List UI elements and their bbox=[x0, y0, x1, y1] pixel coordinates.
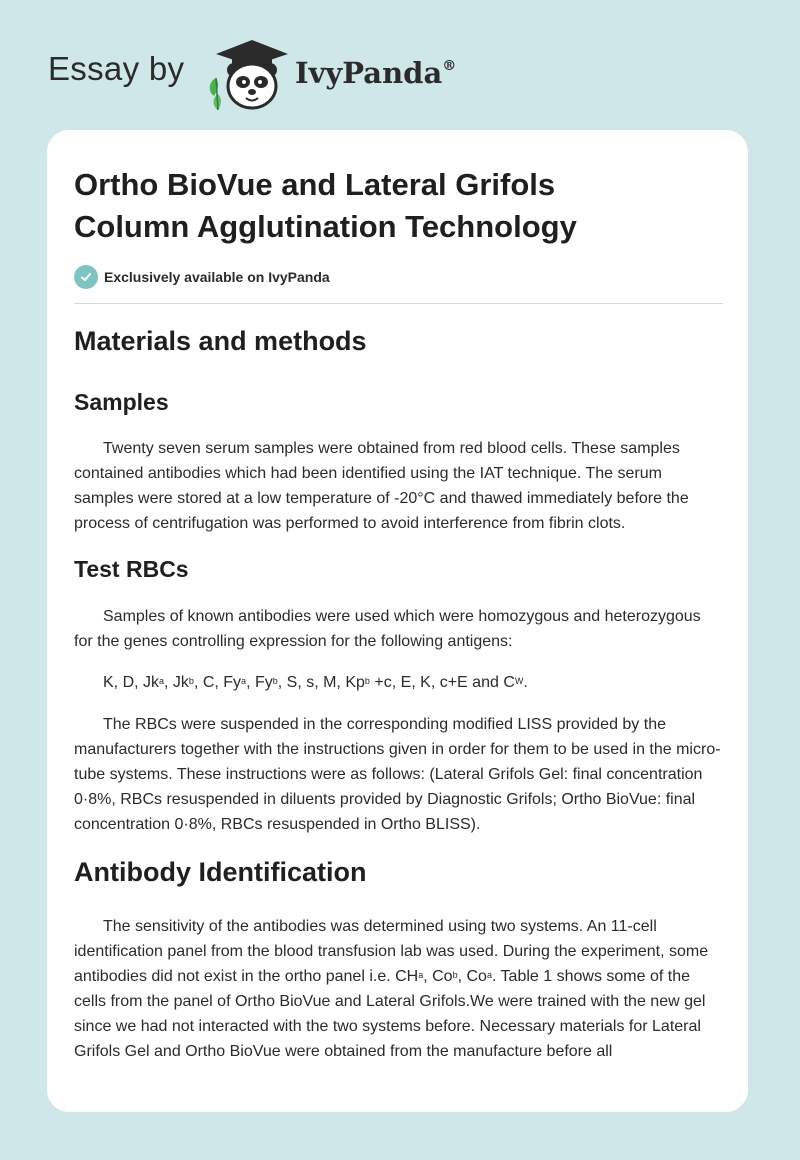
paragraph-samples: Twenty seven serum samples were obtained from red blood cells. These samples contained antibodies which had been identified using the IAT technique. The serum samples were stored at a low temperature of -20°C and thawed immediately before the process of centrifugation was performed to avoid interference from fibrin clots. bbox=[74, 440, 689, 532]
divider bbox=[74, 303, 723, 304]
essay-card bbox=[47, 130, 748, 1112]
paragraph-test-rbcs-intro: Samples of known antibodies were used which were homozygous and heterozygous for the genes controlling expression for the following antigens: bbox=[74, 608, 701, 650]
antigen-list: K, D, Jk$^a$, Jk$^b$, C, Fy$^a$, Fy$^b$, S, s, M, $Kp^b +c$, E, K, c+E and $C^W$. bbox=[103, 674, 528, 691]
subheading-test-rbcs: Test RBCs bbox=[74, 556, 189, 582]
exclusive-badge bbox=[74, 264, 330, 290]
page-title: Ortho BioVue and Lateral Grifols Column Agglutination Technology bbox=[74, 167, 577, 244]
paragraph-antibody: The sensitivity of the antibodies was determined using two systems. An 11-cell identification panel from the blood transfusion lab was used. During the experiment, some antibodies did not exist in the ortho panel i.e. $CH^a$, Co$^b$, Co$^a$. Table 1 shows some of the cells from the panel of Ortho BioVue and Lateral Grifols.We were trained with the new gel since we had not interacted with the two systems before. Necessary materials for Lateral Grifols Gel and Ortho BioVue were obtained from the manufacture before all bbox=[74, 918, 709, 1060]
paragraph-test-rbcs-suspension: The RBCs were suspended in the corresponding modified LISS provided by the manufacturers together with the instructions given in order for them to be used in the micro-tube systems. These instructions were as follows: (Lateral Grifols Gel: final concentration 0·8%, RBCs resuspended in diluents provided by Diagnostic Grifols; Ortho BioVue: final concentration 0·8%, RBCs resuspended in Ortho BLISS). bbox=[74, 716, 721, 833]
panda-logo-icon[interactable] bbox=[204, 34, 294, 114]
site-header bbox=[48, 34, 748, 114]
check-icon bbox=[74, 265, 98, 289]
section-heading-antibody: Antibody Identification bbox=[74, 857, 367, 887]
subheading-samples: Samples bbox=[74, 389, 169, 415]
badge-text: Exclusively available on IvyPanda bbox=[104, 269, 330, 285]
essay-by-label: Essay by bbox=[48, 50, 185, 87]
registered-mark: ® bbox=[442, 58, 457, 74]
section-heading-materials: Materials and methods bbox=[74, 326, 367, 356]
brand-name[interactable]: IvyPanda® bbox=[295, 56, 457, 90]
